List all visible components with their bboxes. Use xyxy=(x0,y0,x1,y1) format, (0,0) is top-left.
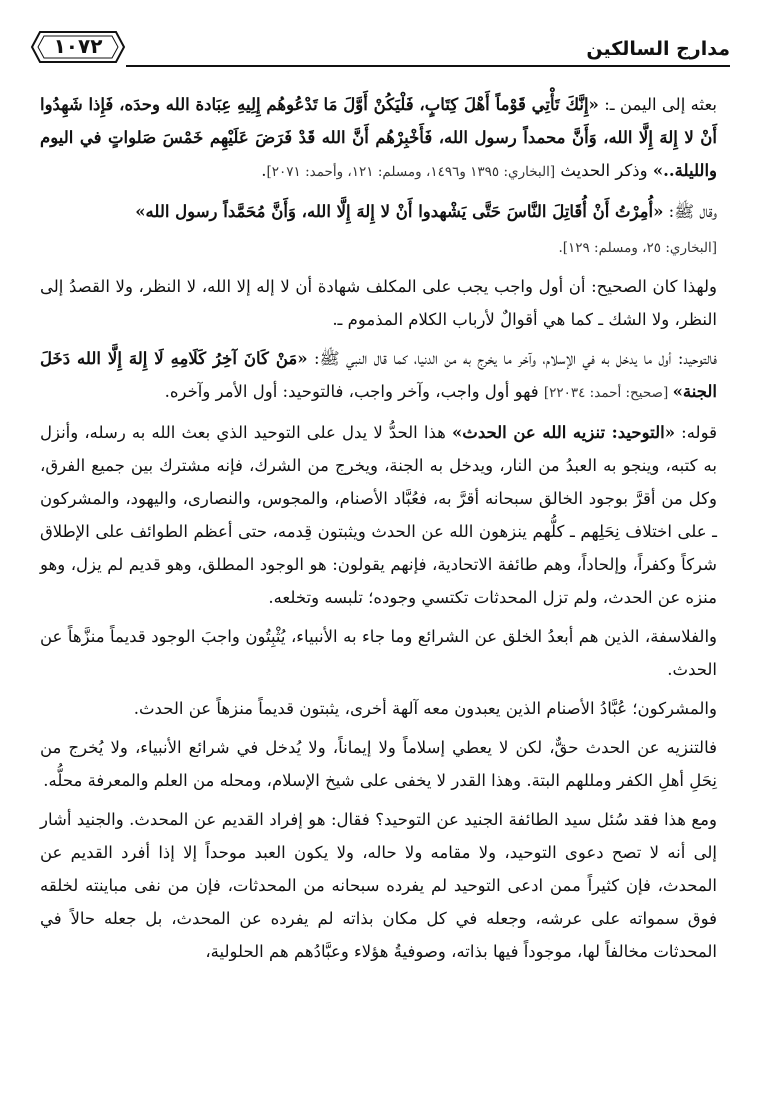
paragraph xyxy=(40,692,717,725)
paragraph-text: وقال ﷺ: xyxy=(663,202,717,221)
paragraph-text: ولهذا كان الصحيح: أن أول واجب يجب على المكلف شهادة أن لا إله إلا الله، لا النظر، ولا القصدُ إلى النظر، ولا الشك ـ كما هي أقوالٌ لأرباب الكلام المذموم ـ. xyxy=(40,277,717,329)
paragraph-text: وذكر الحديث xyxy=(555,161,653,180)
quoted-text: «التوحيد: تنزيه الله عن الحدث» xyxy=(451,423,676,442)
paragraph-text: والمشركون؛ عُبَّادُ الأصنام الذين يعبدون معه آلهة أخرى، يثبتون قديماً منزهاً عن الحدث. xyxy=(133,699,717,718)
paragraph xyxy=(40,731,717,797)
running-title: مدارج السالكين xyxy=(586,38,730,60)
paragraph-text: قوله: xyxy=(675,423,717,442)
page-header xyxy=(30,28,730,72)
paragraph-text: بعثه إلى اليمن ـ: xyxy=(598,95,717,114)
paragraph xyxy=(40,270,717,336)
header-rule xyxy=(126,65,730,67)
quoted-text: «إِنَّكَ تَأْتِي قَوْماً أَهْلَ كِتَابٍ، فَلْيَكُنْ أَوَّلَ مَا تَدْعُوهُم إِلِيهِ عِبَادة الله وحدَه، فَإِذا شَهِدُوا أَنْ لا إِلهَ إِلَّا الله، وَأَنَّ محمداً رسول الله، فَأَخْبِرْهُم أَنَّ الله قَدْ فَرَضَ عَلَيْهِم خَمْسَ صَلواتٍ في اليوم والليلة..» xyxy=(40,95,717,180)
paragraph-text: ومع هذا فقد سُئل سيد الطائفة الجنيد عن التوحيد؟ فقال: هو إفراد القديم عن المحدث. والجنيد أشار إلى أنه لا تصح دعوى التوحيد، ولا مقامه ولا حاله، ولا يكون العبد موحداً إلا إذا أفرد القديم عن المحدث، فإن كثيراً ممن ادعى التوحيد لم يفرده سبحانه من المحدثات، فإن من نفى مباينته لخلقه فوق سمواته على عرشه، وجعله في كل مكان بذاته لم يفرده عن المحدث، بل جعله حالاً في المحدثات مخالفاً لها، موجوداً فيها بذاته، وصوفيةُ هؤلاء وعبَّادُهم هم الحلولية، xyxy=(40,810,717,961)
paragraph xyxy=(40,416,717,614)
paragraph-text: هذا الحدُّ لا يدل على التوحيد الذي بعث الله به رسله، وأنزل به كتبه، وينجو به العبدُ من النار، ويدخل به الجنة، ويخرج من الشرك، فإنه مشترك بين جميع الفرق، وكل من أقرَّ بوجود الخالق سبحانه أقرَّ به، فعُبَّاد الأصنام، والمجوس، والنصارى، واليهود، والمشركون ـ على اختلاف نِحَلِهم ـ كلُّهم ينزهون الله عن الحدث ويثبتون قِدمه، حتى أعظم الطوائف على الإطلاق شركاً وكفراً، وإلحاداً، وهم طائفة الاتحادية، فإنهم يقولون: هو الوجود المطلق، وهو قديم لم يزل، وهو منزه عن الحدث، ولم تزل المحدثات تكتسي وجوده؛ تلبسه وتخلعه. xyxy=(40,423,717,607)
page-number-frame xyxy=(30,30,126,64)
paragraph xyxy=(40,195,717,228)
paragraph-text: فالتنزيه عن الحدث حقٌّ، لكن لا يعطي إسلاماً ولا إيماناً، ولا يُدخل في شرائع الأنبياء، ولا يُخرج من نِحَلِ أهلِ الكفر ومللهم البتة. وهذا القدر لا يخفى على شيخ الإسلام، ومحله من العلم والمعرفة محلُّه. xyxy=(40,738,717,790)
paragraph xyxy=(40,620,717,686)
page-number: ١٠٧٢ xyxy=(53,34,103,58)
quoted-text: «مَنْ كَانَ آخِرُ كَلَامِهِ لَا إِلهَ إِلَّا الله دَخَلَ الجنة» xyxy=(40,349,717,401)
paragraph-text: . xyxy=(261,161,267,180)
citation: [صحيح: أحمد: ٢٢٠٣٤] xyxy=(543,385,673,401)
paragraph xyxy=(40,342,717,410)
citation: [البخاري: ١٣٩٥ و١٤٩٦، ومسلم: ١٢١، وأحمد: ٢٠٧١] xyxy=(266,164,556,180)
page-body xyxy=(40,88,717,974)
paragraph-text: والفلاسفة، الذين هم أبعدُ الخلق عن الشرائع وما جاء به الأنبياء، يُثْبِتُون واجبَ الوجود قديماً منزَّهاً عن الحدث. xyxy=(40,627,717,679)
paragraph xyxy=(40,803,717,968)
paragraph-text: فهو أول واجب، وآخر واجب، فالتوحيد: أول الأمر وآخره. xyxy=(164,382,544,401)
citation-line: [البخاري: ٢٥، ومسلم: ١٢٩]. xyxy=(558,240,717,256)
paragraph-text: فالتوحيد: أول ما يدخل به في الإسلام، وآخر ما يخرج به من الدنيا، كما قال النبي ﷺ: xyxy=(307,349,718,368)
quoted-text: «أُمِرْتُ أَنْ أُقَاتِلَ النَّاسَ حَتَّى يَشْهدوا أَنْ لا إِلهَ إِلَّا الله، وَأَنَّ مُحَمَّداً رسول الله» xyxy=(135,202,664,221)
paragraph xyxy=(40,88,717,189)
